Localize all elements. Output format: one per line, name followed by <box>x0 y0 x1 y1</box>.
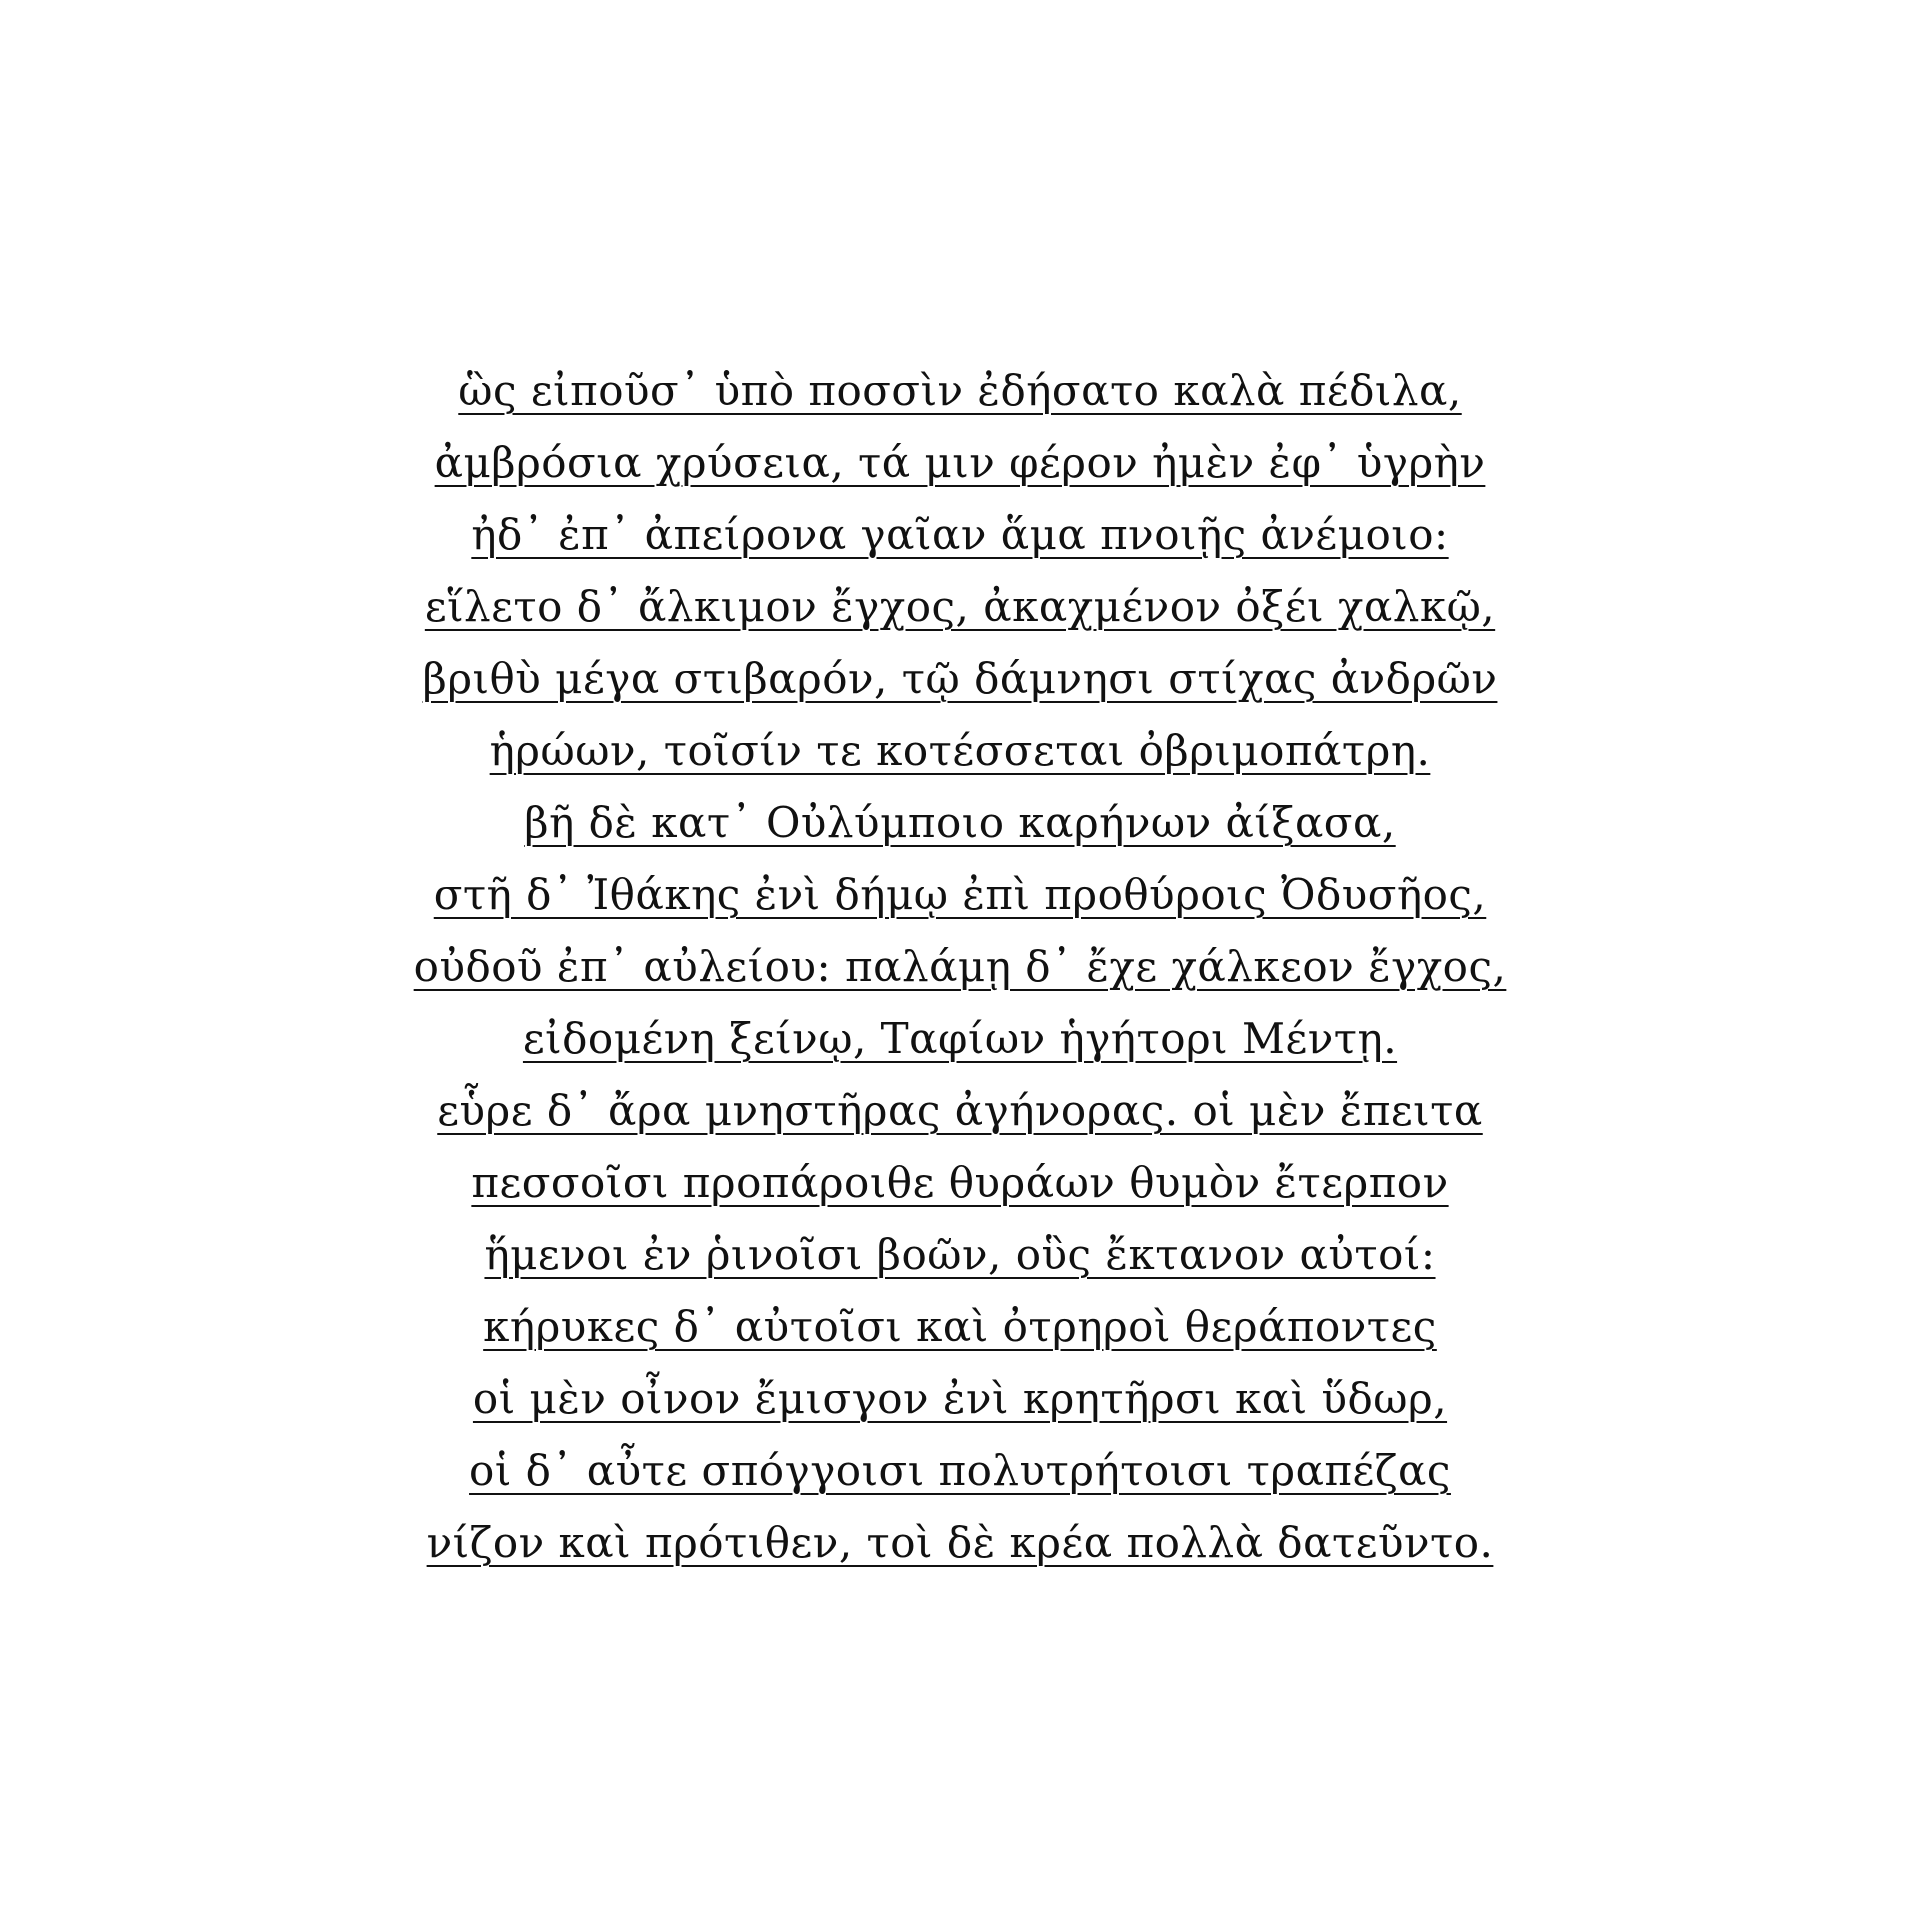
poem-line-text: βριθὺ μέγα στιβαρόν, τῷ δάμνησι στίχας ἀνδρῶν <box>422 654 1498 703</box>
poem-line-text: ὣς εἰποῦσ᾽ ὑπὸ ποσσὶν ἐδήσατο καλὰ πέδιλα, <box>458 366 1462 415</box>
poem-line-text: ἀμβρόσια χρύσεια, τά μιν φέρον ἠμὲν ἐφ᾽ ὑγρὴν <box>434 438 1486 487</box>
poem-line <box>0 1075 1920 1147</box>
poem-line <box>0 427 1920 499</box>
poem-line <box>0 499 1920 571</box>
poem-line-text: ἥμενοι ἐν ῥινοῖσι βοῶν, οὓς ἔκτανον αὐτοί: <box>484 1230 1436 1279</box>
poem-line <box>0 1435 1920 1507</box>
poem-line-text: πεσσοῖσι προπάροιθε θυράων θυμὸν ἔτερπον <box>471 1158 1449 1207</box>
poem-line-text: κήρυκες δ᾽ αὐτοῖσι καὶ ὀτρηροὶ θεράποντες <box>483 1302 1437 1351</box>
poem-line <box>0 1291 1920 1363</box>
poem-line <box>0 715 1920 787</box>
poem-line <box>0 1219 1920 1291</box>
poem-line <box>0 787 1920 859</box>
poem-line-text: οὐδοῦ ἐπ᾽ αὐλείου: παλάμῃ δ᾽ ἔχε χάλκεον ἔγχος, <box>413 942 1507 991</box>
poem-line-text: ἡρώων, τοῖσίν τε κοτέσσεται ὀβριμοπάτρη. <box>489 726 1431 775</box>
poem-line-text: εἵλετο δ᾽ ἄλκιμον ἔγχος, ἀκαχμένον ὀξέι χαλκῷ, <box>424 582 1496 631</box>
poem-line-text: οἱ μὲν οἶνον ἔμισγον ἐνὶ κρητῆρσι καὶ ὕδωρ, <box>472 1374 1448 1423</box>
poem-line <box>0 1147 1920 1219</box>
poem-line-text: στῆ δ᾽ Ἰθάκης ἐνὶ δήμῳ ἐπὶ προθύροις Ὀδυσῆος, <box>433 870 1487 919</box>
poem-line-text: ἠδ᾽ ἐπ᾽ ἀπείρονα γαῖαν ἅμα πνοιῇς ἀνέμοιο: <box>471 510 1449 559</box>
poem-line-text: οἱ δ᾽ αὖτε σπόγγοισι πολυτρήτοισι τραπέζας <box>469 1446 1451 1495</box>
poem-line-text: εὗρε δ᾽ ἄρα μνηστῆρας ἀγήνορας. οἱ μὲν ἔπειτα <box>437 1086 1483 1135</box>
poem-line-text: βῆ δὲ κατ᾽ Οὐλύμποιο καρήνων ἀίξασα, <box>524 798 1396 847</box>
poem-line <box>0 859 1920 931</box>
poem-line <box>0 571 1920 643</box>
poem-line-text: εἰδομένη ξείνῳ, Ταφίων ἡγήτορι Μέντῃ. <box>522 1014 1398 1063</box>
poem-line-text: νίζον καὶ πρότιθεν, τοὶ δὲ κρέα πολλὰ δατεῦντο. <box>426 1518 1494 1567</box>
poem-line <box>0 1003 1920 1075</box>
poem-line <box>0 931 1920 1003</box>
poem-line <box>0 1363 1920 1435</box>
poem-line <box>0 1507 1920 1579</box>
poem-text-block <box>0 355 1920 1579</box>
poem-line <box>0 643 1920 715</box>
poem-line <box>0 355 1920 427</box>
